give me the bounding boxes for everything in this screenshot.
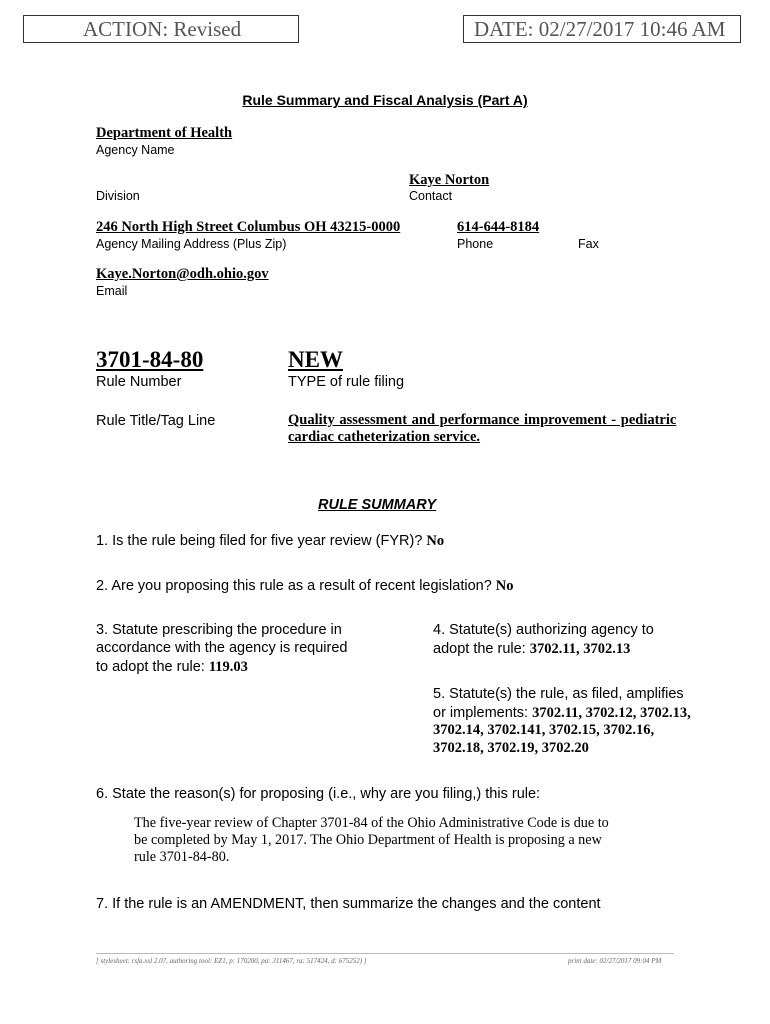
phone-value: 614-644-8184	[457, 219, 540, 235]
question-4-line2	[433, 640, 630, 658]
question-1	[96, 532, 444, 550]
answer-6-line3: rule 3701-84-80.	[134, 849, 230, 865]
question-7: 7. If the rule is an AMENDMENT, then summarize the changes and the content	[96, 896, 601, 912]
question-2-text: 2. Are you proposing this rule as a result of recent legislation?	[96, 578, 492, 594]
question-3-text: to adopt the rule:	[96, 659, 205, 675]
question-3-line3	[96, 658, 248, 676]
question-4-text: adopt the rule:	[433, 641, 526, 657]
question-6: 6. State the reason(s) for proposing (i.e., why are you filing,) this rule:	[96, 786, 541, 802]
rule-number-label: Rule Number	[96, 374, 182, 390]
contact-value: Kaye Norton	[409, 172, 490, 188]
answer-2: No	[495, 578, 514, 594]
answer-5-line2: 3702.14, 3702.141, 3702.15, 3702.16,	[433, 722, 655, 738]
address-value: 246 North High Street Columbus OH 43215-0000	[96, 219, 401, 235]
division-label: Division	[96, 189, 140, 203]
footer-metadata: [ stylesheet: rsfa.xsl 2.07, authoring tool: EZ1, p: 170200, pa: 311467, ra: 517424, d: 675252) ]	[96, 957, 367, 965]
question-3-line1: 3. Statute prescribing the procedure in	[96, 622, 342, 638]
rule-type-label: TYPE of rule filing	[288, 374, 405, 390]
email-label: Email	[96, 284, 128, 298]
rule-type: NEW	[288, 347, 343, 372]
page-title: Rule Summary and Fiscal Analysis (Part A)	[242, 92, 528, 108]
rule-title-line2: cardiac catheterization service.	[288, 429, 481, 445]
answer-4: 3702.11, 3702.13	[529, 641, 631, 657]
footer-print-date: print date: 02/27/2017 09:04 PM	[568, 957, 662, 965]
footer-divider	[96, 953, 674, 954]
agency-name-label: Agency Name	[96, 143, 175, 157]
date-text: DATE: 02/27/2017 10:46 AM	[474, 17, 726, 41]
question-5-line1: 5. Statute(s) the rule, as filed, amplifies	[433, 686, 684, 702]
phone-label: Phone	[457, 237, 494, 251]
department-name: Department of Health	[96, 125, 233, 141]
action-box	[23, 15, 299, 43]
answer-3: 119.03	[208, 659, 248, 675]
answer-6-line2: be completed by May 1, 2017. The Ohio Department of Health is proposing a new	[134, 832, 602, 848]
question-3-line2: accordance with the agency is required	[96, 640, 348, 656]
date-box	[463, 15, 741, 43]
email-value: Kaye.Norton@odh.ohio.gov	[96, 266, 269, 282]
answer-5-line3: 3702.18, 3702.19, 3702.20	[433, 740, 589, 756]
question-4-line1: 4. Statute(s) authorizing agency to	[433, 622, 654, 638]
contact-label: Contact	[409, 189, 453, 203]
rule-title-line1: Quality assessment and performance improvement - pediatric	[288, 412, 677, 428]
answer-1: No	[426, 533, 445, 549]
question-1-text: 1. Is the rule being filed for five year review (FYR)?	[96, 533, 423, 549]
rule-title-label: Rule Title/Tag Line	[96, 413, 216, 429]
address-label: Agency Mailing Address (Plus Zip)	[96, 237, 287, 251]
question-5-text: or implements:	[433, 705, 529, 721]
answer-5-line1: 3702.11, 3702.12, 3702.13,	[532, 705, 691, 721]
answer-6-line1: The five-year review of Chapter 3701-84 of the Ohio Administrative Code is due to	[134, 815, 609, 831]
fax-label: Fax	[578, 237, 599, 251]
rule-number: 3701-84-80	[96, 347, 204, 372]
question-5-line2	[433, 704, 691, 722]
rule-summary-heading: RULE SUMMARY	[318, 497, 437, 513]
action-text: ACTION: Revised	[83, 17, 242, 41]
question-2	[96, 577, 514, 595]
